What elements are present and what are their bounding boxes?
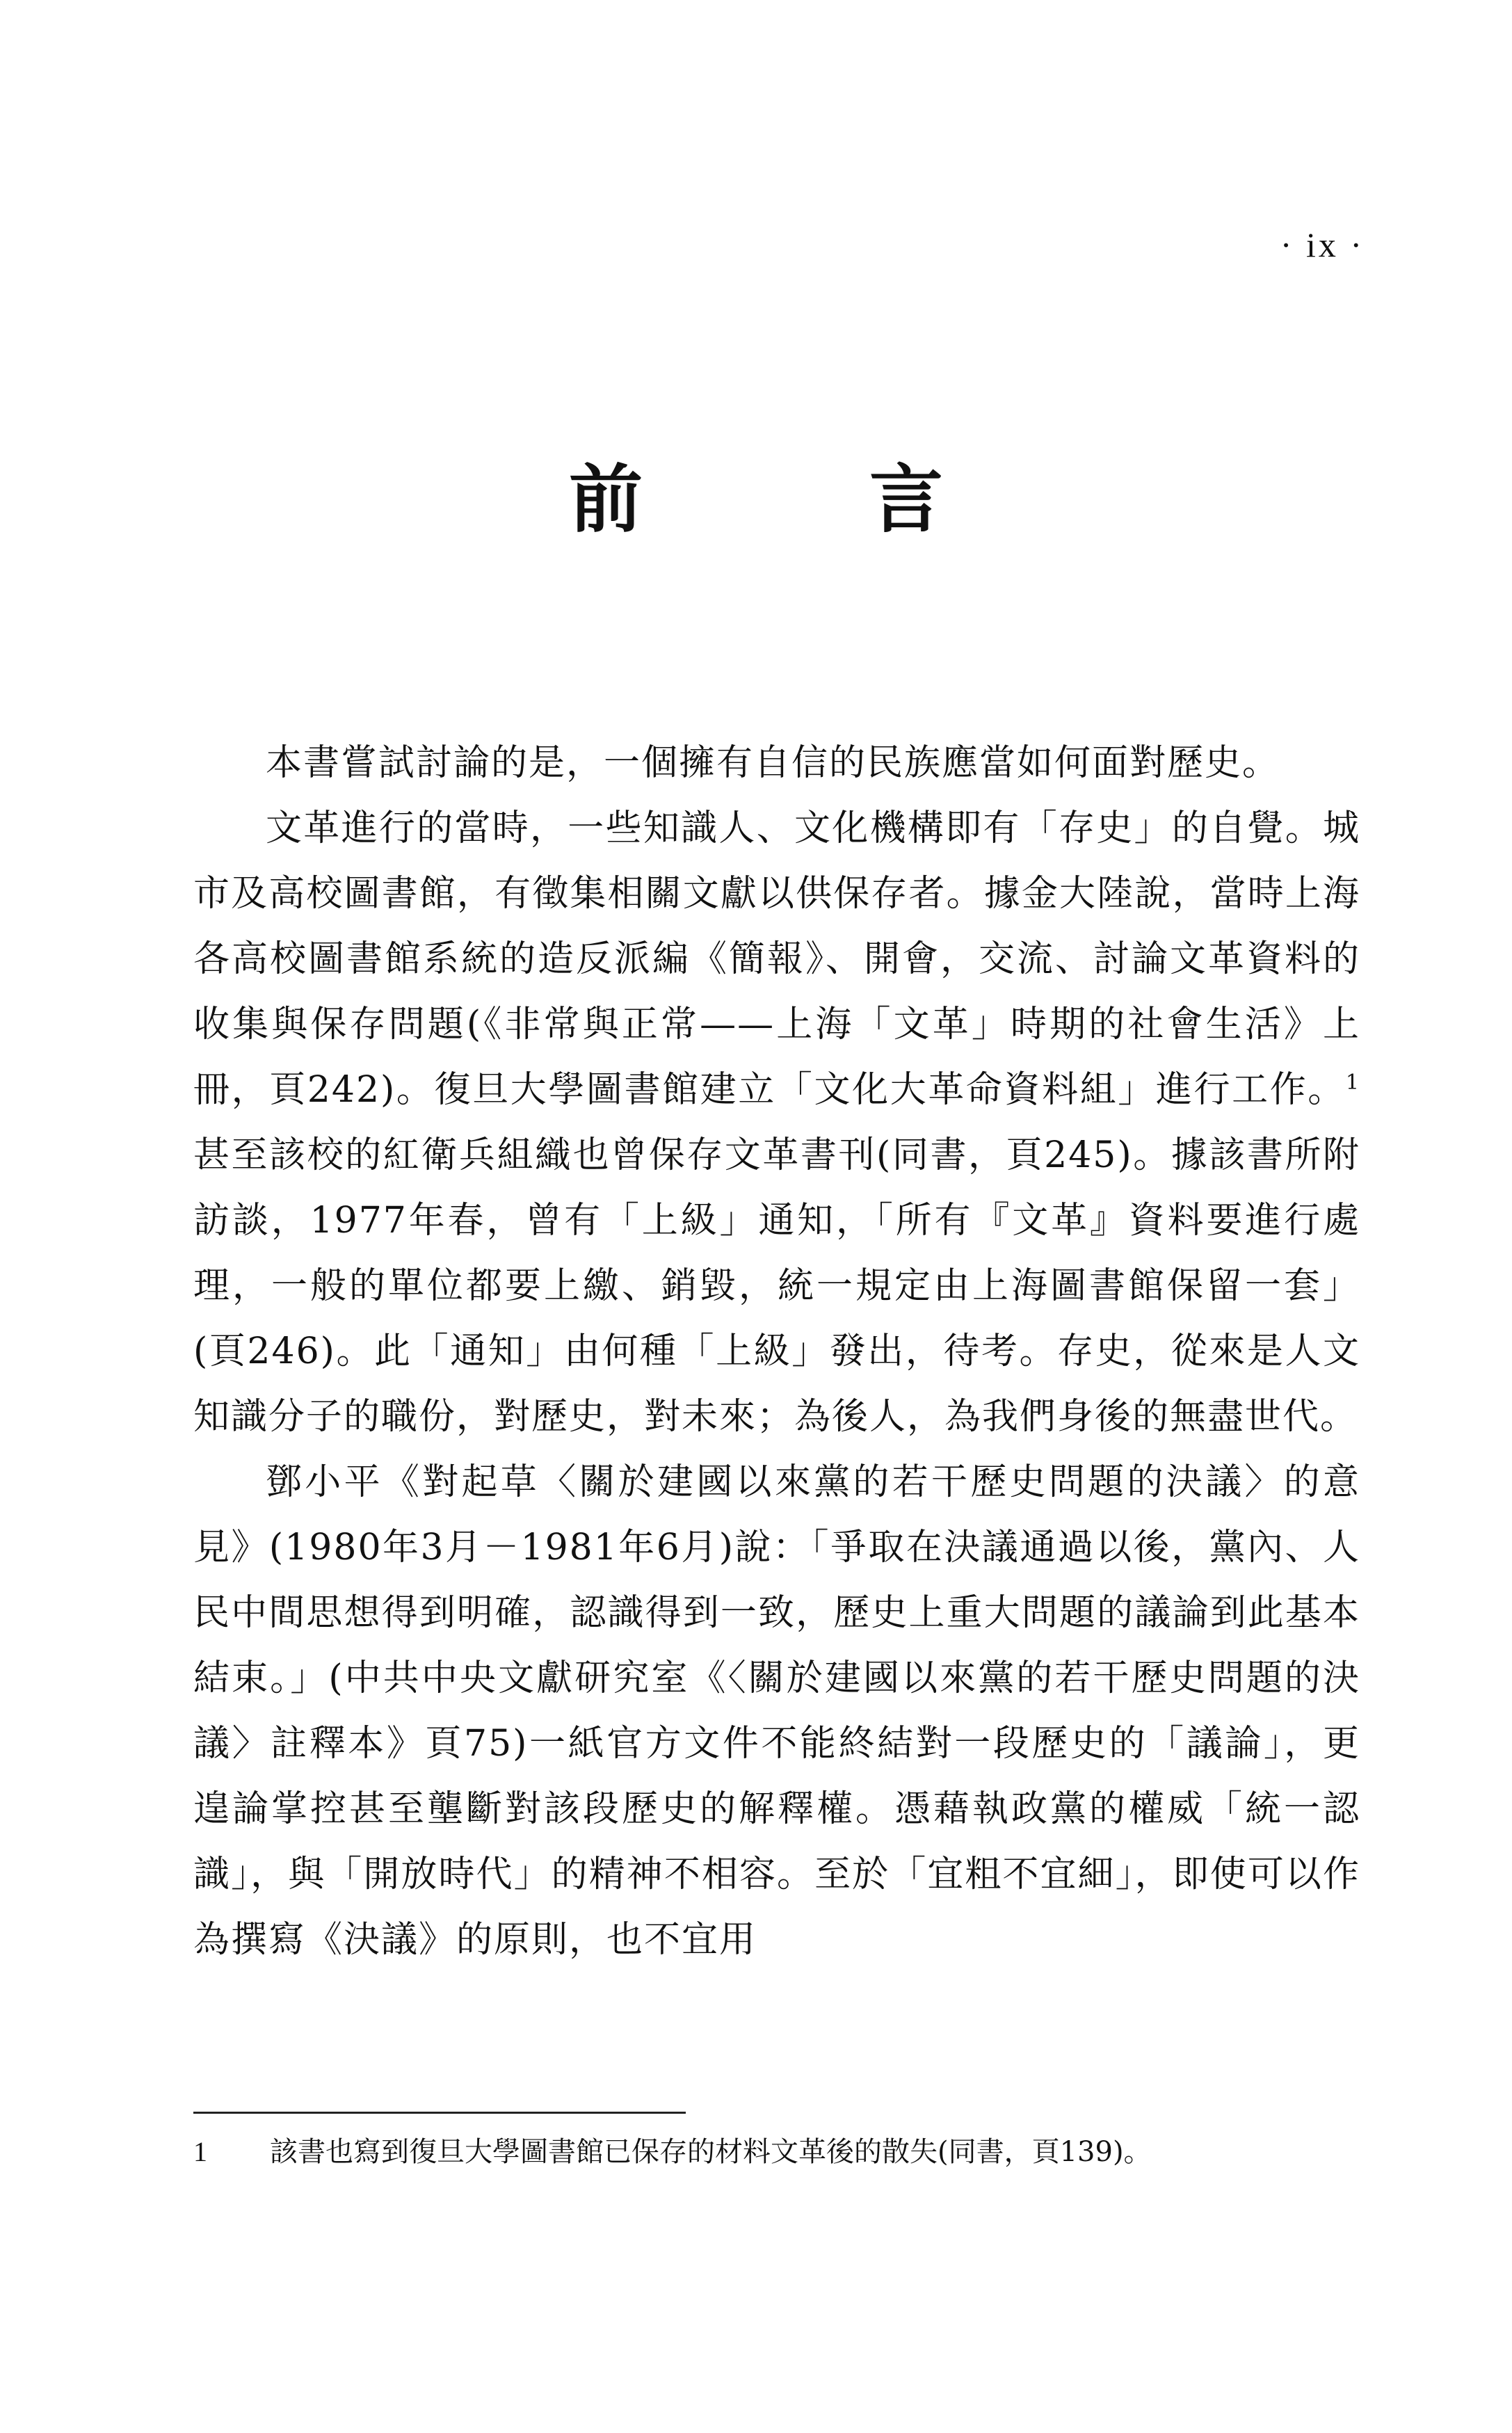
paragraph [193, 730, 1360, 796]
body-text [193, 730, 1360, 1973]
footnote [193, 2133, 1360, 2171]
chapter-title: 前 言 [569, 456, 1020, 543]
paragraph [193, 1450, 1360, 1973]
paragraph-text: 甚至該校的紅衛兵組織也曾保存文革書刊(同書，頁245)。據該書所附訪談，1977年春，曾有「上級」通知，「所有『文革』資料要進行處理，一般的單位都要上繳、銷毀，統一規定由上海圖書館保留一套」(頁246)。此「通知」由何種「上級」發出，待考。存史，從來是人文知識分子的職份，對歷史，對未來；為後人，為我們身後的無盡世代。 [193, 1134, 1360, 1438]
paragraph [193, 796, 1360, 1450]
footnote-divider [193, 2112, 686, 2114]
footnote-marker: 1 [1345, 1070, 1360, 1095]
paragraph-text: 鄧小平《對起草〈關於建國以來黨的若干歷史問題的決議〉的意見》(1980年3月－1981年6月)說：「爭取在決議通過以後，黨內、人民中間思想得到明確，認識得到一致，歷史上重大問題的議論到此基本結束。」(中共中央文獻研究室《〈關於建國以來黨的若干歷史問題的決議〉註釋本》頁75)一紙官方文件不能終結對一段歷史的「議論」，更遑論掌控甚至壟斷對該段歷史的解釋權。憑藉執政黨的權威「統一認識」，與「開放時代」的精神不相容。至於「宜粗不宜細」，即使可以作為撰寫《決議》的原則，也不宜用 [193, 1461, 1360, 1961]
page-number: · ix · [1280, 225, 1365, 264]
footnote-text: 該書也寫到復旦大學圖書館已保存的材料文革後的散失(同書，頁139)。 [270, 2136, 1152, 2168]
footnote-number: 1 [193, 2136, 207, 2167]
paragraph-text: 文革進行的當時，一些知識人、文化機構即有「存史」的自覺。城市及高校圖書館，有徵集相關文獻以供保存者。據金大陸說，當時上海各高校圖書館系統的造反派編《簡報》、開會，交流、討論文革資料的收集與保存問題(《非常與正常——上海「文革」時期的社會生活》上冊，頁242)。復旦大學圖書館建立「文化大革命資料組」進行工作。 [193, 808, 1360, 1111]
paragraph-text: 本書嘗試討論的是，一個擁有自信的民族應當如何面對歷史。 [266, 742, 1280, 784]
